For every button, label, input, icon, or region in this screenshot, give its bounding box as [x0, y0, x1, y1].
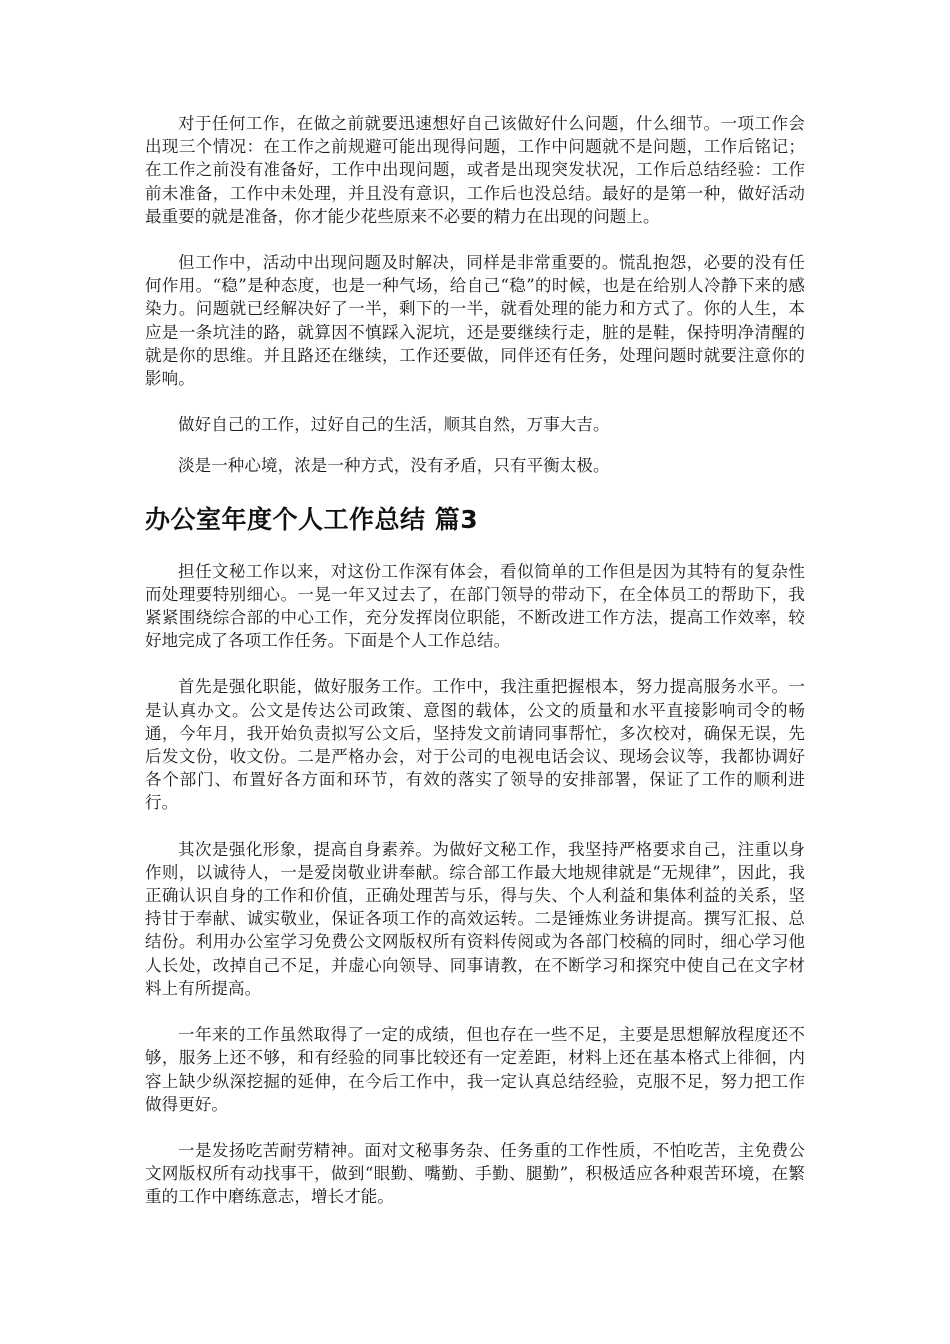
- paragraph: 但工作中，活动中出现问题及时解决，同样是非常重要的。慌乱抱怨，必要的没有任何作用。“稳”是种态度，也是一种气场，给自己“稳”的时候，也是在给别人冷静下来的感染力。问题就已经解决好了一半，剩下的一半，就看处理的能力和方式了。你的人生，本应是一条坑洼的路，就算因不慎踩入泥坑，还是要继续行走，脏的是鞋，保持明净清醒的就是你的思维。并且路还在继续，工作还要做，同伴还有任务，处理问题时就要注意你的影响。: [145, 253, 805, 389]
- paragraph: 其次是强化形象，提高自身素养。为做好文秘工作，我坚持严格要求自己，注重以身作则，以诚待人，一是爱岗敬业讲奉献。综合部工作最大地规律就是“无规律”，因此，我正确认识自身的工作和价值，正确处理苦与乐，得与失、个人利益和集体利益的关系，坚持甘于奉献、诚实敬业，保证各项工作的高效运转。二是锤炼业务讲提高。撰写汇报、总结份。利用办公室学习免费公文网版权所有资料传阅或为各部门校稿的同时，细心学习他人长处，改掉自己不足，并虚心向领导、同事请教，在不断学习和探究中使自己在文字材料上有所提高。: [145, 839, 805, 998]
- paragraph: 淡是一种心境，浓是一种方式，没有矛盾，只有平衡太极。: [178, 456, 610, 476]
- section-heading: 办公室年度个人工作总结 篇3: [145, 504, 479, 534]
- paragraph: 一年来的工作虽然取得了一定的成绩，但也存在一些不足，主要是思想解放程度还不够，服务上还不够，和有经验的同事比较还有一定差距，材料上还在基本格式上徘徊，内容上缺少纵深挖掘的延伸，在今后工作中，我一定认真总结经验，克服不足，努力把工作做得更好。: [145, 1025, 805, 1114]
- paragraph: 对于任何工作，在做之前就要迅速想好自己该做好什么问题，什么细节。一项工作会出现三个情况：在工作之前规避可能出现得问题，工作中问题就不是问题，工作后铭记；在工作之前没有准备好，工作中出现问题，或者是出现突发状况，工作后总结经验：工作前未准备，工作中未处理，并且没有意识，工作后也没总结。最好的是第一种，做好活动最重要的就是准备，你才能少花些原来不必要的精力在出现的问题上。: [145, 114, 805, 226]
- paragraph: 一是发扬吃苦耐劳精神。面对文秘事务杂、任务重的工作性质，不怕吃苦，主免费公文网版权所有动找事干，做到“眼勤、嘴勤、手勤、腿勤”，积极适应各种艰苦环境，在繁重的工作中磨练意志，增长才能。: [145, 1140, 805, 1207]
- document-body: [145, 112, 805, 1209]
- paragraph: 首先是强化职能，做好服务工作。工作中，我注重把握根本，努力提高服务水平。一是认真办文。公文是传达公司政策、意图的载体，公文的质量和水平直接影响司令的畅通，今年月，我开始负责拟写公文后，坚持发文前请同事帮忙，多次校对，确保无误，先后发文份，收文份。二是严格办会，对于公司的电视电话会议、现场会议等，我都协调好各个部门、布置好各方面和环节，有效的落实了领导的安排部署，保证了工作的顺利进行。: [145, 677, 805, 813]
- paragraph: 担任文秘工作以来，对这份工作深有体会，看似简单的工作但是因为其特有的复杂性而处理要特别细心。一晃一年又过去了，在部门领导的带动下，在全体员工的帮助下，我紧紧围绕综合部的中心工作，充分发挥岗位职能，不断改进工作方法，提高工作效率，较好地完成了各项工作任务。下面是个人工作总结。: [145, 561, 805, 651]
- paragraph: 做好自己的工作，过好自己的生活，顺其自然，万事大吉。: [178, 415, 610, 435]
